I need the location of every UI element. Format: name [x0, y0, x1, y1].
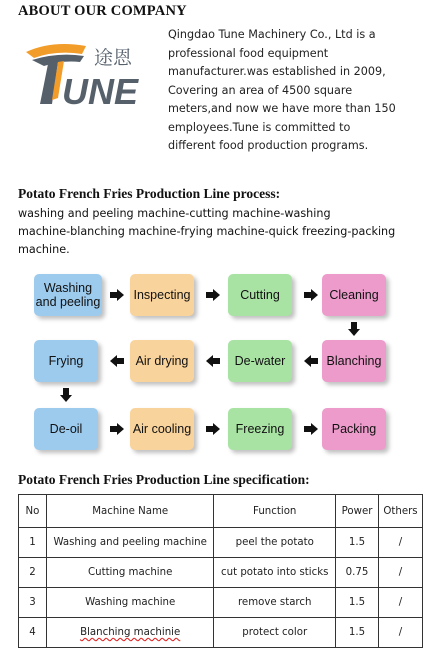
cell-others: /	[379, 618, 423, 648]
arrow-right-icon	[206, 289, 220, 301]
company-logo	[22, 38, 162, 110]
table-row	[19, 528, 423, 558]
cell-function: protect color	[214, 618, 336, 648]
step-cutting: Cutting	[228, 274, 292, 316]
col-machine-name: Machine Name	[46, 495, 213, 528]
logo-chinese-text: 途恩	[94, 47, 133, 69]
cell-no: 4	[19, 618, 47, 648]
arrow-down-icon	[348, 322, 360, 336]
process-heading: Potato French Fries Production Line process:	[18, 186, 281, 201]
arrow-left-icon	[110, 355, 124, 367]
cell-power: 1.5	[336, 588, 379, 618]
step-washing-peeling: Washing and peeling	[34, 274, 102, 316]
step-frying: Frying	[34, 340, 98, 382]
process-line: machine-blanching machine-frying machine-quick freezing-packing	[18, 225, 396, 238]
col-no: No	[19, 495, 47, 528]
arrow-left-icon	[206, 355, 220, 367]
col-function: Function	[214, 495, 336, 528]
intro-line: different food production programs.	[168, 139, 369, 152]
cell-name: Cutting machine	[46, 558, 213, 588]
col-power: Power	[336, 495, 379, 528]
cell-name-text: Blanching machinie	[80, 627, 181, 638]
cell-name: Washing and peeling machine	[46, 528, 213, 558]
table-row	[19, 588, 423, 618]
intro-line: employees.Tune is committed to	[168, 120, 351, 134]
process-line: washing and peeling machine-cutting machine-washing	[18, 207, 331, 220]
arrow-right-icon	[110, 289, 124, 301]
col-others: Others	[379, 495, 423, 528]
intro-line: Covering an area of 4500 square	[168, 83, 353, 97]
intro-line: professional food equipment	[168, 46, 329, 60]
cell-function: cut potato into sticks	[214, 558, 336, 588]
step-air-cooling: Air cooling	[130, 408, 194, 450]
cell-no: 2	[19, 558, 47, 588]
cell-name	[46, 618, 213, 648]
step-cleaning: Cleaning	[322, 274, 386, 316]
step-packing: Packing	[322, 408, 386, 450]
process-flow-diagram	[0, 268, 435, 458]
step-air-drying: Air drying	[130, 340, 194, 382]
intro-line: Qingdao Tune Machinery Co., Ltd is a	[168, 28, 376, 41]
cell-others: /	[379, 528, 423, 558]
table-row	[19, 618, 423, 648]
spec-heading: Potato French Fries Production Line specification:	[18, 472, 310, 487]
step-de-oil: De-oil	[34, 408, 98, 450]
intro-line: manufacturer.was established in 2009,	[168, 65, 386, 78]
about-heading: ABOUT OUR COMPANY	[18, 3, 187, 19]
cell-function: remove starch	[214, 588, 336, 618]
cell-no: 3	[19, 588, 47, 618]
intro-line: meters,and now we have more than 150	[168, 102, 396, 115]
step-inspecting: Inspecting	[130, 274, 194, 316]
arrow-right-icon	[206, 423, 220, 435]
company-intro	[168, 26, 430, 156]
logo-english-text: UNE	[62, 71, 139, 110]
step-blanching: Blanching	[322, 340, 386, 382]
arrow-right-icon	[304, 423, 318, 435]
step-freezing: Freezing	[228, 408, 292, 450]
process-description	[18, 205, 418, 259]
table-row	[19, 558, 423, 588]
process-line: machine.	[18, 243, 70, 256]
arrow-down-icon	[60, 388, 72, 402]
tune-logo-icon	[22, 38, 162, 110]
spec-table	[18, 494, 423, 648]
cell-others: /	[379, 588, 423, 618]
cell-name: Washing machine	[46, 588, 213, 618]
arrow-right-icon	[304, 289, 318, 301]
table-header-row	[19, 495, 423, 528]
cell-power: 1.5	[336, 618, 379, 648]
arrow-left-icon	[304, 355, 318, 367]
step-de-water: De-water	[228, 340, 292, 382]
cell-power: 1.5	[336, 528, 379, 558]
cell-function: peel the potato	[214, 528, 336, 558]
arrow-right-icon	[110, 423, 124, 435]
cell-no: 1	[19, 528, 47, 558]
cell-others: /	[379, 558, 423, 588]
cell-power: 0.75	[336, 558, 379, 588]
